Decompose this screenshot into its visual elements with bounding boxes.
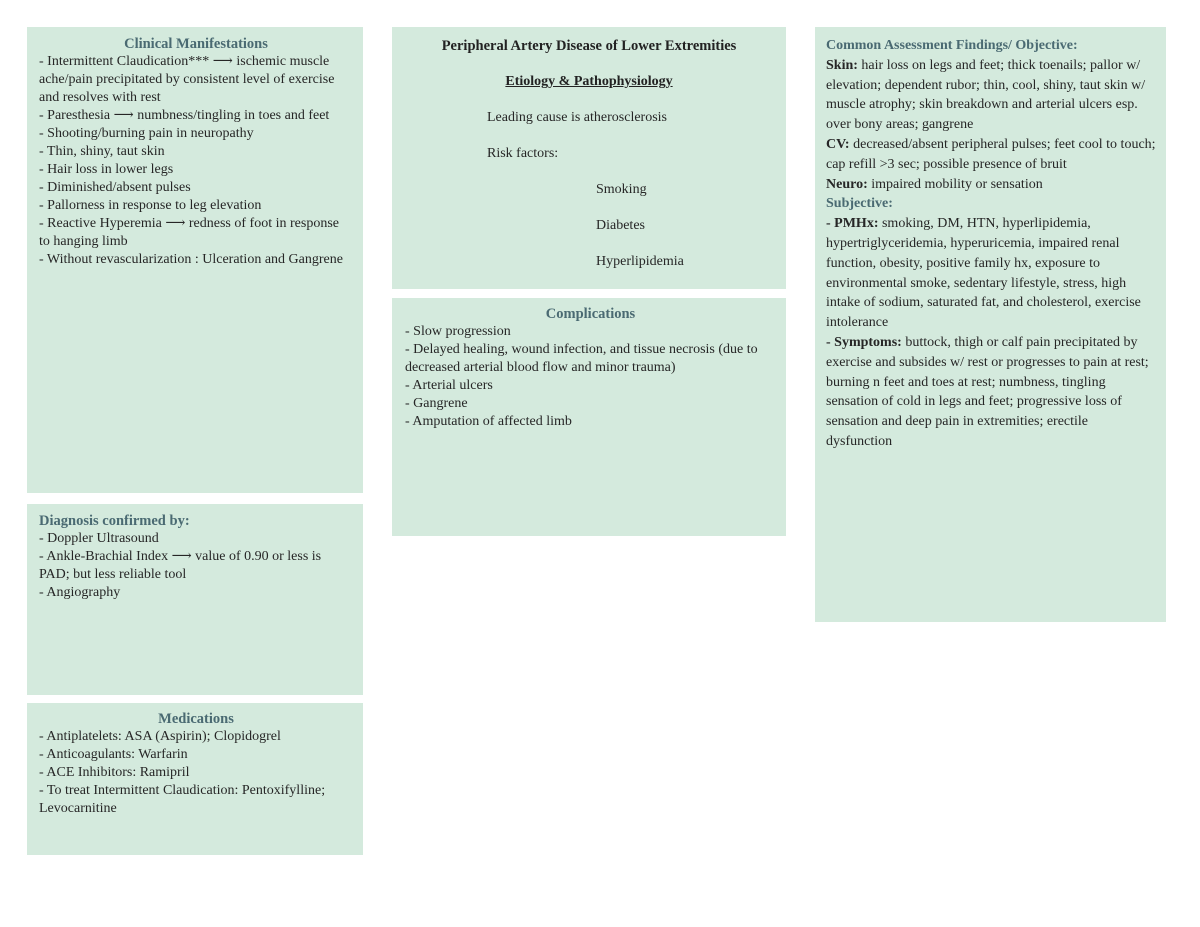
clinical-item: - Hair loss in lower legs bbox=[39, 162, 174, 177]
clinical-manifestations-box bbox=[27, 27, 363, 493]
medication-item: - Anticoagulants: Warfarin bbox=[39, 747, 188, 762]
pmhx-label: - PMHx: bbox=[826, 216, 879, 232]
symptoms-label: - Symptoms: bbox=[826, 334, 902, 350]
etiology-box bbox=[392, 27, 786, 289]
assessment-box bbox=[815, 27, 1166, 622]
cv-finding bbox=[826, 135, 1156, 175]
skin-label: Skin: bbox=[826, 57, 858, 73]
medication-item: - To treat Intermittent Claudication: Pentoxifylline; Levocarnitine bbox=[39, 783, 326, 816]
risk-factors-label: Risk factors: bbox=[487, 146, 559, 161]
risk-factor: Diabetes bbox=[596, 218, 645, 233]
diagnosis-item: - Doppler Ultrasound bbox=[39, 531, 159, 546]
complications-box bbox=[392, 298, 786, 536]
etiology-subtitle: Etiology & Pathophysiology bbox=[505, 74, 673, 89]
symptoms-text: buttock, thigh or calf pain precipitated by exercise and subsides w/ rest or progresses to pain at rest; burning n feet and toes at rest; numbness, tingling sensation of cold in legs and feet; progressive loss of sensation and deep pain in extremities; erectile dysfunction bbox=[826, 334, 1149, 449]
complication-item: - Arterial ulcers bbox=[405, 378, 493, 393]
cv-text: decreased/absent peripheral pulses; feet cool to touch; cap refill >3 sec; possible presence of bruit bbox=[826, 136, 1156, 172]
skin-finding bbox=[826, 56, 1156, 135]
clinical-item: - Intermittent Claudication*** ⟶ ischemic muscle ache/pain precipitated by consistent level of exercise and resolves with rest bbox=[39, 54, 335, 105]
neuro-text: impaired mobility or sensation bbox=[867, 176, 1043, 192]
clinical-item: - Shooting/burning pain in neuropathy bbox=[39, 126, 254, 141]
complication-item: - Slow progression bbox=[405, 324, 511, 339]
complication-item: - Gangrene bbox=[405, 396, 468, 411]
cv-label: CV: bbox=[826, 136, 850, 152]
medications-box bbox=[27, 703, 363, 855]
clinical-item: - Diminished/absent pulses bbox=[39, 180, 191, 195]
complication-item: - Delayed healing, wound infection, and tissue necrosis (due to decreased arterial blood flow and minor trauma) bbox=[405, 342, 758, 375]
medication-item: - ACE Inhibitors: Ramipril bbox=[39, 765, 190, 780]
neuro-label: Neuro: bbox=[826, 176, 868, 192]
page-title: Peripheral Artery Disease of Lower Extremities bbox=[441, 38, 737, 54]
assessment-title: Common Assessment Findings/ Objective: bbox=[826, 38, 1078, 53]
pmhx-text: smoking, DM, HTN, hyperlipidemia, hypertriglyceridemia, hyperuricemia, impaired renal function, obesity, positive family hx, exposure to environmental smoke, sedentary lifestyle, stress, high intake of sodium, saturated fat, and cholesterol, exercise intolerance bbox=[826, 216, 1141, 331]
symptoms-finding bbox=[826, 333, 1156, 452]
clinical-item: - Thin, shiny, taut skin bbox=[39, 144, 165, 159]
complication-item: - Amputation of affected limb bbox=[405, 414, 572, 429]
risk-factor: Hyperlipidemia bbox=[596, 254, 684, 269]
risk-factor: Smoking bbox=[596, 182, 647, 197]
neuro-finding bbox=[826, 175, 1156, 195]
pmhx-finding bbox=[826, 214, 1156, 333]
clinical-item: - Reactive Hyperemia ⟶ redness of foot in response to hanging limb bbox=[39, 216, 339, 249]
clinical-item: - Without revascularization : Ulceration and Gangrene bbox=[39, 252, 343, 267]
medication-item: - Antiplatelets: ASA (Aspirin); Clopidogrel bbox=[39, 729, 281, 744]
leading-cause: Leading cause is atherosclerosis bbox=[487, 110, 667, 125]
diagnosis-item: - Angiography bbox=[39, 585, 121, 600]
diagnosis-item: - Ankle-Brachial Index ⟶ value of 0.90 or less is PAD; but less reliable tool bbox=[39, 549, 322, 582]
diagnosis-title: Diagnosis confirmed by: bbox=[39, 513, 190, 529]
diagnosis-box bbox=[27, 504, 363, 695]
clinical-item: - Paresthesia ⟶ numbness/tingling in toes and feet bbox=[39, 108, 330, 123]
subjective-title: Subjective: bbox=[826, 196, 893, 212]
clinical-manifestations-title: Clinical Manifestations bbox=[124, 36, 268, 52]
clinical-item: - Pallorness in response to leg elevation bbox=[39, 198, 262, 213]
medications-title: Medications bbox=[158, 711, 234, 727]
complications-title: Complications bbox=[545, 306, 636, 322]
skin-text: hair loss on legs and feet; thick toenails; pallor w/ elevation; dependent rubor; thin, cool, shiny, taut skin w/ muscle atrophy; skin breakdown and arterial ulcers esp. over bony areas; gangrene bbox=[826, 57, 1146, 133]
